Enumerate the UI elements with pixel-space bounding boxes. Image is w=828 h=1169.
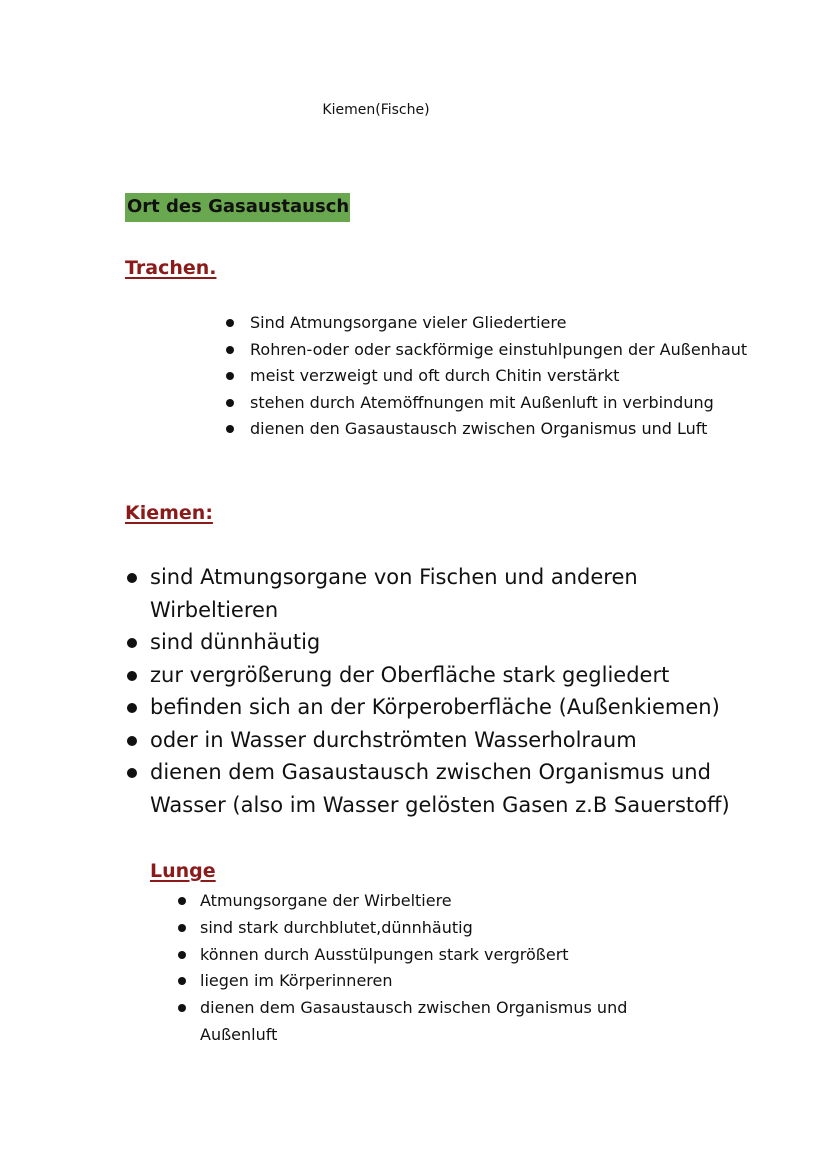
list-item: sind Atmungsorgane von Fischen und anderen Wirbeltieren: [150, 561, 750, 626]
list-item: befinden sich an der Körperoberfläche (Außenkiemen): [150, 691, 750, 724]
list-item: sind stark durchblutet,dünnhäutig: [200, 915, 700, 942]
kiemen-bullet-list: [150, 561, 750, 821]
section-heading-kiemen: Kiemen:: [125, 502, 213, 524]
list-item: können durch Ausstülpungen stark vergrößert: [200, 942, 700, 969]
list-item: sind dünnhäutig: [150, 626, 750, 659]
list-item: oder in Wasser durchströmten Wasserholraum: [150, 724, 750, 757]
list-item: meist verzweigt und oft durch Chitin verstärkt: [250, 363, 750, 390]
list-item: zur vergrößerung der Oberfläche stark gegliedert: [150, 659, 750, 692]
list-item: stehen durch Atemöffnungen mit Außenluft in verbindung: [250, 390, 750, 417]
list-item: Atmungsorgane der Wirbeltiere: [200, 888, 700, 915]
list-item: dienen dem Gasaustausch zwischen Organismus und Außenluft: [200, 995, 700, 1049]
section-heading-trachen: Trachen.: [125, 257, 217, 279]
trachen-bullet-list: [250, 310, 750, 443]
lunge-bullet-list: [200, 888, 700, 1049]
list-item: dienen dem Gasaustausch zwischen Organismus und Wasser (also im Wasser gelösten Gasen z.B Sauerstoff): [150, 756, 750, 821]
list-item: liegen im Körperinneren: [200, 968, 700, 995]
list-item: Rohren-oder oder sackförmige einstuhlpungen der Außenhaut: [250, 337, 750, 364]
section-heading-lunge: Lunge: [150, 860, 216, 882]
highlighted-heading: Ort des Gasaustausch: [125, 193, 350, 222]
document-title: Kiemen(Fische): [322, 102, 430, 118]
list-item: dienen den Gasaustausch zwischen Organismus und Luft: [250, 416, 750, 443]
list-item: Sind Atmungsorgane vieler Gliedertiere: [250, 310, 750, 337]
